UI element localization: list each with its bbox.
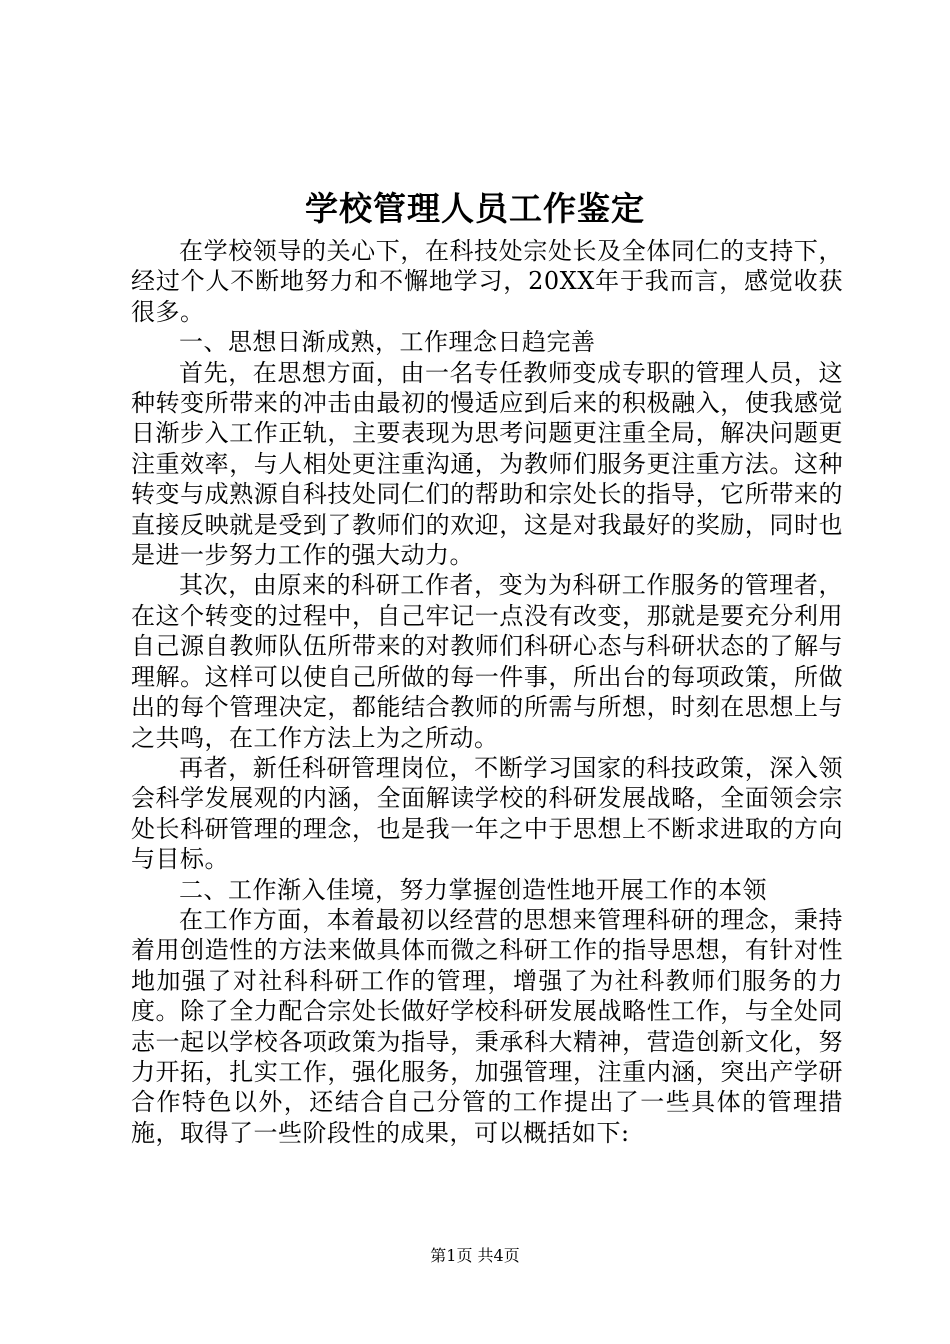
page-footer: 第1页 共4页 <box>430 1246 520 1265</box>
paragraph-second: 其次，由原来的科研工作者，变为为科研工作服务的管理者，在这个转变的过程中，自己牢记一点没有改变，那就是要充分利用自己源自教师队伍所带来的对教师们科研心态与科研状态的了解与理解。这样可以使自己所做的每一件事，所出台的每项政策，所做出的每个管理决定，都能结合教师的所需与所想，时刻在思想上与之共鸣，在工作方法上为之所动。 <box>131 571 843 752</box>
paragraph-work: 在工作方面，本着最初以经营的思想来管理科研的理念，秉持着用创造性的方法来做具体而微之科研工作的指导思想，有针对性地加强了对社科科研工作的管理，增强了为社科教师们服务的力度。除了全力配合宗处长做好学校科研发展战略性工作，与全处同志一起以学校各项政策为指导，秉承科大精神，营造创新文化，努力开拓，扎实工作，强化服务，加强管理，注重内涵，突出产学研合作特色以外，还结合自己分管的工作提出了一些具体的管理措施，取得了一些阶段性的成果，可以概括如下: <box>131 905 843 1147</box>
paragraph-first: 首先，在思想方面，由一名专任教师变成专职的管理人员，这种转变所带来的冲击由最初的慢适应到后来的积极融入，使我感觉日渐步入工作正轨，主要表现为思考问题更注重全局，解决问题更注重效率，与人相处更注重沟通，为教师们服务更注重方法。这种转变与成熟源自科技处同仁们的帮助和宗处长的指导，它所带来的直接反映就是受到了教师们的欢迎，这是对我最好的奖励，同时也是进一步努力工作的强大动力。 <box>131 358 843 570</box>
section-heading-1: 一、思想日渐成熟，工作理念日趋完善 <box>179 328 596 357</box>
document-body <box>131 236 843 1148</box>
paragraph-third: 再者，新任科研管理岗位，不断学习国家的科技政策，深入领会科学发展观的内涵，全面解读学校的科研发展战略，全面领会宗处长科研管理的理念，也是我一年之中于思想上不断求进取的方向与目标。 <box>131 753 843 874</box>
paragraph-intro: 在学校领导的关心下，在科技处宗处长及全体同仁的支持下，经过个人不断地努力和不懈地学习，20XX年于我而言，感觉收获很多。 <box>131 237 843 326</box>
document-title: 学校管理人员工作鉴定 <box>305 189 645 228</box>
section-heading-2: 二、工作渐入佳境，努力掌握创造性地开展工作的本领 <box>179 875 767 904</box>
